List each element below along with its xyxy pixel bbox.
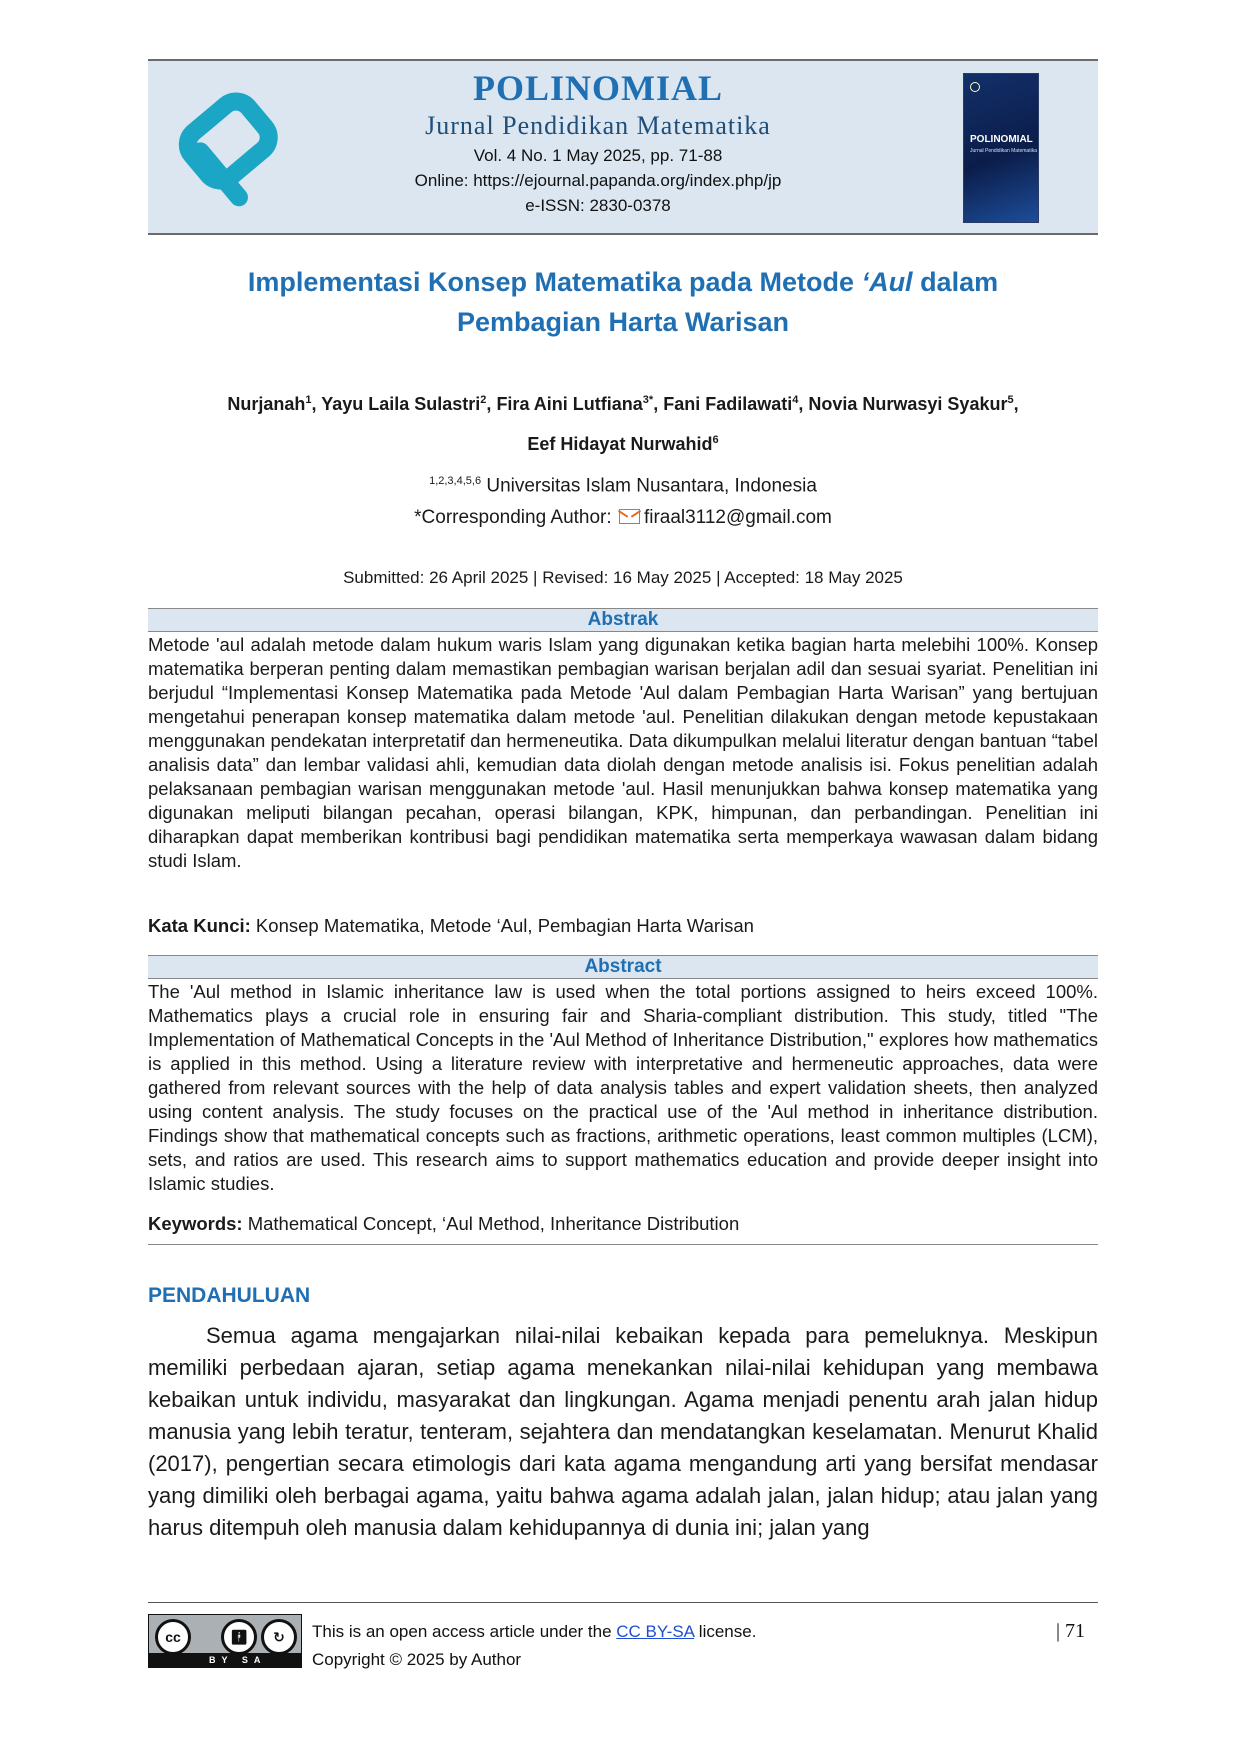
abstract-text: The 'Aul method in Islamic inheritance law is used when the total portions assigned to heirs exceed 100%. Mathematics plays a crucial role in ensuring fair and Sharia-compliant distribution. This study, titled "The Implementation of Mathematical Concepts in the 'Aul Method of Inheritance Distribution," explores how mathematics is applied in this method. Using a literature review with interpretative and hermeneutic approaches, data were gathered from relevant sources with the help of data analysis tables and expert validation sheets, then analyzed using content analysis. The study focuses on the practical use of the 'Aul method in inheritance distribution. Findings show that mathematical concepts such as fractions, arithmetic operations, least common multiples (LCM), sets, and ratios are used. This research aims to support mathematics education and provide deeper insight into Islamic studies. [148, 981, 1098, 1194]
author: Eef Hidayat Nurwahid$^6$ [527, 434, 719, 454]
mail-icon [619, 509, 640, 524]
journal-volume: Vol. 4 No. 1 May 2025, pp. 71-88 [473, 146, 723, 165]
author: Nurjanah$^1$, [227, 394, 322, 414]
abstract-heading: Abstract [148, 955, 1098, 979]
cc-by-sa-badge [148, 1614, 302, 1668]
journal-subtitle: Jurnal Pendidikan Matematika [425, 111, 771, 140]
by-person-icon: 🚹︎ [221, 1619, 257, 1655]
kata-kunci: Kata Kunci: Konsep Matematika, Metode ‘Aul, Pembagian Harta Warisan [148, 915, 754, 936]
journal-issn: e-ISSN: 2830-0378 [525, 196, 671, 215]
journal-online-url: Online: https://ejournal.papanda.org/index.php/jp [414, 171, 782, 190]
license-notice [312, 1618, 756, 1674]
title-line-1: Implementasi Konsep Matematika pada Metode ‘Aul dalam [247, 267, 999, 297]
license-line: This is an open access article under the CC BY-SA license. [312, 1622, 757, 1641]
footer-divider [148, 1602, 1098, 1603]
submission-dates: Submitted: 26 April 2025 | Revised: 16 May 2025 | Accepted: 18 May 2025 [343, 568, 903, 587]
cc-by-sa-link[interactable]: CC BY-SA [616, 1622, 695, 1641]
cover-subtitle: Jurnal Pendidikan Matematika [970, 148, 1037, 154]
author-list [148, 382, 1098, 462]
abstract-divider [148, 1244, 1098, 1245]
keywords: Keywords: Mathematical Concept, ‘Aul Method, Inheritance Distribution [148, 1213, 740, 1234]
title-line-2: Pembagian Harta Warisan [456, 307, 790, 337]
section-heading-pendahuluan: PENDAHULUAN [148, 1284, 311, 1307]
cc-icon: cc [155, 1619, 191, 1655]
author: Fani Fadilawati$^4$, [663, 394, 809, 414]
author: Fira Aini Lutfiana$^{3*}$, [496, 394, 664, 414]
body-paragraph: Semua agama mengajarkan nilai-nilai kebaikan kepada para pemeluknya. Meskipun memiliki perbedaan ajaran, setiap agama menekankan nilai-nilai kehidupan yang membawa kebaikan untuk individu, masyarakat dan lingkungan. Agama menjadi penentu arah jalan hidup manusia yang lebih teratur, tenteram, sejahtera dan mendatangkan keselamatan. Menurut Khalid (2017), pengertian secara etimologis dari kata agama mengandung arti yang bersifat mendasar yang dimiliki oleh berbagai agama, yaitu bahwa agama adalah jalan, jalan hidup; atau jalan yang harus ditempuh oleh manusia dalam kehidupannya di dunia ini; jalan yang [148, 1323, 1098, 1540]
corresponding-author: *Corresponding Author: firaal3112@gmail.com [414, 507, 832, 528]
author: Novia Nurwasyi Syakur$^5$, [808, 394, 1019, 414]
journal-logo-icon [168, 81, 296, 213]
cover-emblem-icon [970, 82, 980, 92]
cover-title: POLINOMIAL [970, 134, 1033, 145]
article-title [148, 262, 1098, 342]
page-number: | 71 [1056, 1620, 1086, 1642]
journal-header [148, 59, 1098, 235]
share-alike-icon: ↻ [261, 1619, 297, 1655]
journal-name: POLINOMIAL [472, 68, 723, 108]
abstrak-text: Metode 'aul adalah metode dalam hukum waris Islam yang digunakan ketika bagian harta melebihi 100%. Konsep matematika berperan penting dalam memastikan pembagian warisan berjalan adil dan sesuai syariat. Penelitian ini berjudul “Implementasi Konsep Matematika pada Metode 'Aul dalam Pembagian Harta Warisan” yang bertujuan mengetahui penerapan konsep matematika dalam metode 'aul. Penelitian dilakukan dengan metode kepustakaan menggunakan pendekatan interpretatif dan hermeneutika. Data dikumpulkan melalui literatur dengan bantuan “tabel analisis data” dan lembar validasi ahli, kemudian data diolah dengan metode analisis isi. Fokus penelitian adalah pelaksanaan pembagian warisan menggunakan metode 'aul. Hasil menunjukkan bahwa konsep matematika yang digunakan meliputi bilangan pecahan, operasi bilangan, KPK, himpunan, dan perbandingan. Penelitian ini diharapkan dapat memberikan kontribusi bagi pendidikan matematika serta memperkaya wawasan dalam bidang studi Islam. [148, 634, 1098, 871]
journal-cover-thumbnail [963, 73, 1039, 223]
affiliation: $^{1,2,3,4,5,6}$ Universitas Islam Nusantara, Indonesia [429, 475, 817, 497]
cc-labels: BY SA [209, 1655, 267, 1665]
corresponding-email[interactable]: firaal3112@gmail.com [643, 507, 832, 528]
abstrak-heading: Abstrak [148, 608, 1098, 632]
copyright-line: Copyright © 2025 by Author [312, 1650, 522, 1669]
journal-info [348, 67, 848, 218]
author: Yayu Laila Sulastri$^2$, [321, 394, 497, 414]
